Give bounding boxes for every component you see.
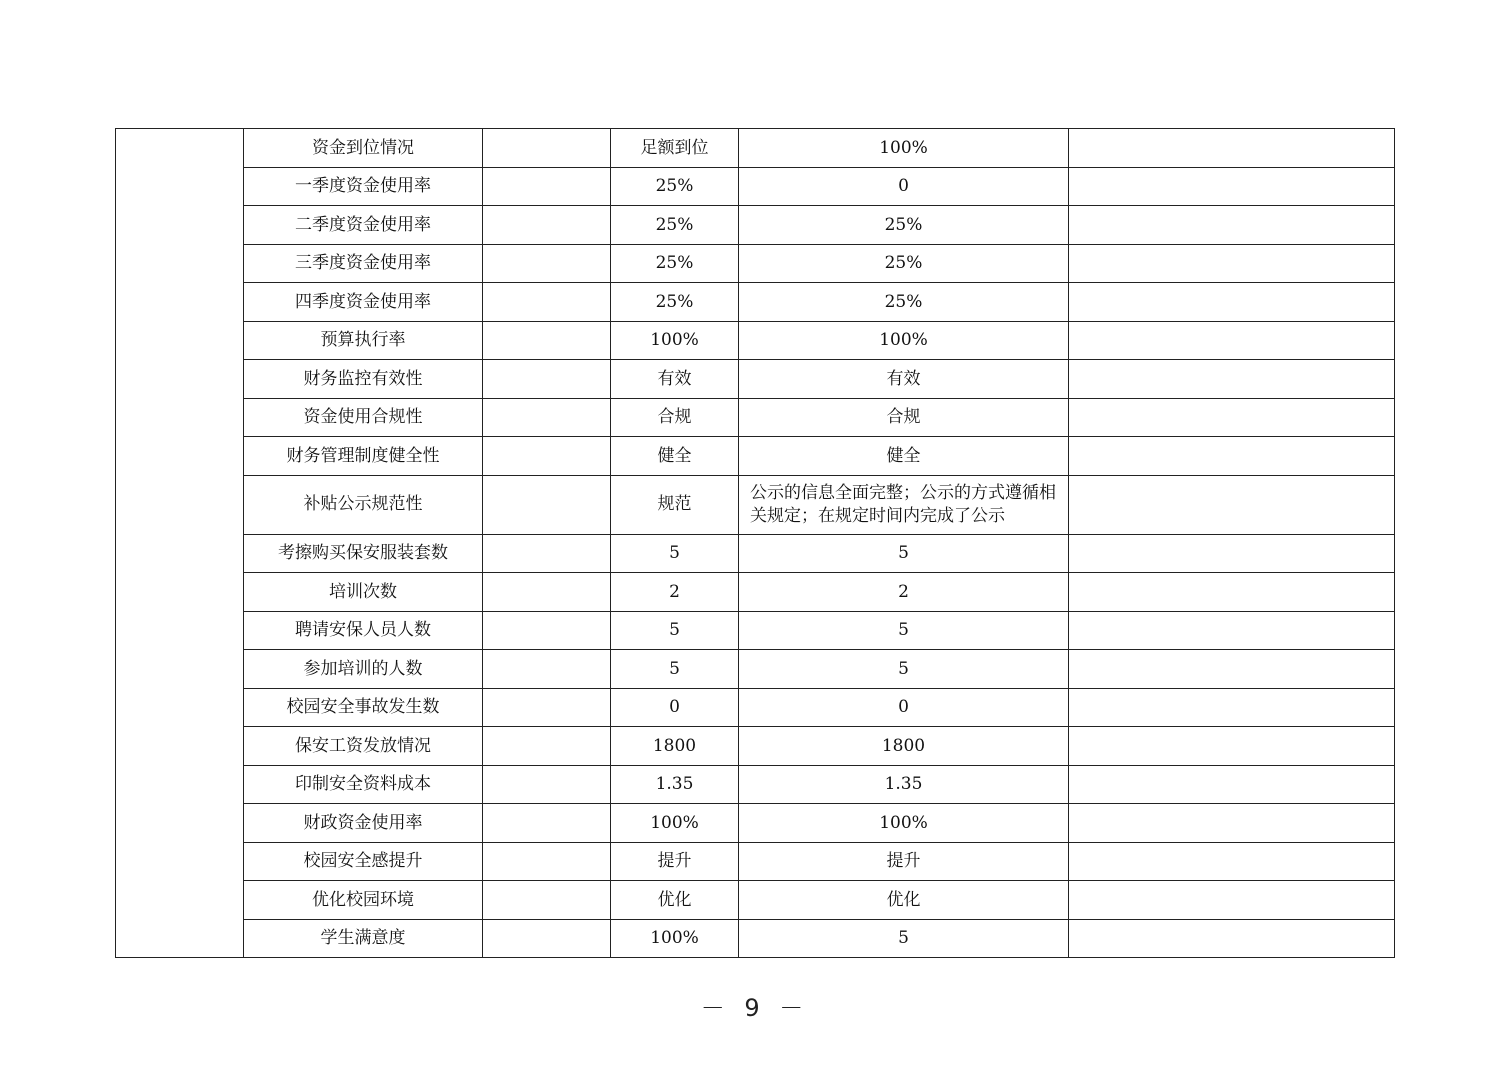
target-value-cell: 25%	[611, 167, 739, 206]
blank-cell	[483, 804, 611, 843]
target-value-cell: 有效	[611, 360, 739, 399]
target-value-cell: 5	[611, 534, 739, 573]
notes-cell	[1069, 765, 1395, 804]
actual-value-cell: 0	[739, 688, 1069, 727]
notes-cell	[1069, 611, 1395, 650]
actual-value-cell: 2	[739, 573, 1069, 612]
indicator-cell: 保安工资发放情况	[244, 727, 483, 766]
indicator-cell: 考擦购买保安服装套数	[244, 534, 483, 573]
actual-value-cell: 5	[739, 650, 1069, 689]
notes-cell	[1069, 360, 1395, 399]
table-row	[116, 398, 1395, 437]
indicator-cell: 印制安全资料成本	[244, 765, 483, 804]
blank-cell	[483, 611, 611, 650]
target-value-cell: 1800	[611, 727, 739, 766]
actual-value-cell: 合规	[739, 398, 1069, 437]
target-value-cell: 足额到位	[611, 129, 739, 168]
indicator-cell: 一季度资金使用率	[244, 167, 483, 206]
actual-value-cell: 5	[739, 611, 1069, 650]
notes-cell	[1069, 475, 1395, 534]
target-value-cell: 提升	[611, 842, 739, 881]
indicator-cell: 培训次数	[244, 573, 483, 612]
target-value-cell: 100%	[611, 919, 739, 958]
table-row	[116, 727, 1395, 766]
indicator-cell: 财务管理制度健全性	[244, 437, 483, 476]
table-row	[116, 688, 1395, 727]
table-row	[116, 437, 1395, 476]
target-value-cell: 0	[611, 688, 739, 727]
indicator-cell: 参加培训的人数	[244, 650, 483, 689]
blank-cell	[483, 842, 611, 881]
performance-table	[115, 128, 1395, 958]
actual-value-cell: 100%	[739, 129, 1069, 168]
table-row	[116, 842, 1395, 881]
table-row	[116, 129, 1395, 168]
indicator-cell: 四季度资金使用率	[244, 283, 483, 322]
indicator-cell: 聘请安保人员人数	[244, 611, 483, 650]
table-row	[116, 534, 1395, 573]
table-row	[116, 804, 1395, 843]
blank-cell	[483, 475, 611, 534]
table-row	[116, 919, 1395, 958]
indicator-cell: 二季度资金使用率	[244, 206, 483, 245]
actual-value-cell: 提升	[739, 842, 1069, 881]
blank-cell	[483, 765, 611, 804]
target-value-cell: 25%	[611, 283, 739, 322]
table-row	[116, 167, 1395, 206]
table-row	[116, 573, 1395, 612]
target-value-cell: 100%	[611, 321, 739, 360]
target-value-cell: 25%	[611, 206, 739, 245]
table-row	[116, 283, 1395, 322]
notes-cell	[1069, 167, 1395, 206]
blank-cell	[483, 360, 611, 399]
notes-cell	[1069, 688, 1395, 727]
indicator-cell: 优化校园环境	[244, 881, 483, 920]
target-value-cell: 1.35	[611, 765, 739, 804]
blank-cell	[483, 398, 611, 437]
actual-value-cell: 公示的信息全面完整；公示的方式遵循相关规定；在规定时间内完成了公示	[739, 475, 1069, 534]
actual-value-cell: 优化	[739, 881, 1069, 920]
table-row	[116, 244, 1395, 283]
target-value-cell: 25%	[611, 244, 739, 283]
notes-cell	[1069, 244, 1395, 283]
blank-cell	[483, 244, 611, 283]
blank-cell	[483, 534, 611, 573]
blank-cell	[483, 573, 611, 612]
blank-cell	[483, 727, 611, 766]
notes-cell	[1069, 842, 1395, 881]
notes-cell	[1069, 804, 1395, 843]
indicator-cell: 三季度资金使用率	[244, 244, 483, 283]
blank-cell	[483, 688, 611, 727]
indicator-cell: 校园安全事故发生数	[244, 688, 483, 727]
actual-value-cell: 25%	[739, 283, 1069, 322]
indicator-cell: 财务监控有效性	[244, 360, 483, 399]
target-value-cell: 优化	[611, 881, 739, 920]
notes-cell	[1069, 881, 1395, 920]
actual-value-cell: 100%	[739, 321, 1069, 360]
target-value-cell: 合规	[611, 398, 739, 437]
actual-value-cell: 1800	[739, 727, 1069, 766]
target-value-cell: 5	[611, 611, 739, 650]
notes-cell	[1069, 437, 1395, 476]
indicator-cell: 财政资金使用率	[244, 804, 483, 843]
actual-value-cell: 0	[739, 167, 1069, 206]
blank-cell	[483, 881, 611, 920]
notes-cell	[1069, 727, 1395, 766]
actual-value-cell: 100%	[739, 804, 1069, 843]
page-number: － 9 －	[700, 994, 810, 1022]
notes-cell	[1069, 534, 1395, 573]
blank-cell	[483, 919, 611, 958]
blank-cell	[483, 283, 611, 322]
indicator-cell: 学生满意度	[244, 919, 483, 958]
notes-cell	[1069, 398, 1395, 437]
blank-cell	[483, 129, 611, 168]
notes-cell	[1069, 919, 1395, 958]
actual-value-cell: 25%	[739, 244, 1069, 283]
notes-cell	[1069, 129, 1395, 168]
table-row	[116, 765, 1395, 804]
blank-cell	[483, 167, 611, 206]
actual-value-cell: 5	[739, 919, 1069, 958]
indicator-cell: 校园安全感提升	[244, 842, 483, 881]
notes-cell	[1069, 321, 1395, 360]
category-merged-cell	[116, 129, 244, 958]
target-value-cell: 健全	[611, 437, 739, 476]
actual-value-cell: 有效	[739, 360, 1069, 399]
actual-value-cell: 5	[739, 534, 1069, 573]
table-row	[116, 881, 1395, 920]
actual-value-cell: 25%	[739, 206, 1069, 245]
notes-cell	[1069, 650, 1395, 689]
target-value-cell: 5	[611, 650, 739, 689]
table-row	[116, 475, 1395, 534]
notes-cell	[1069, 283, 1395, 322]
target-value-cell: 100%	[611, 804, 739, 843]
table-row	[116, 650, 1395, 689]
indicator-cell: 资金到位情况	[244, 129, 483, 168]
table-row	[116, 611, 1395, 650]
blank-cell	[483, 206, 611, 245]
blank-cell	[483, 321, 611, 360]
target-value-cell: 规范	[611, 475, 739, 534]
table-row	[116, 360, 1395, 399]
target-value-cell: 2	[611, 573, 739, 612]
blank-cell	[483, 437, 611, 476]
notes-cell	[1069, 573, 1395, 612]
table-row	[116, 206, 1395, 245]
indicator-cell: 补贴公示规范性	[244, 475, 483, 534]
actual-value-cell: 1.35	[739, 765, 1069, 804]
notes-cell	[1069, 206, 1395, 245]
actual-value-cell: 健全	[739, 437, 1069, 476]
table-row	[116, 321, 1395, 360]
blank-cell	[483, 650, 611, 689]
indicator-cell: 资金使用合规性	[244, 398, 483, 437]
indicator-cell: 预算执行率	[244, 321, 483, 360]
